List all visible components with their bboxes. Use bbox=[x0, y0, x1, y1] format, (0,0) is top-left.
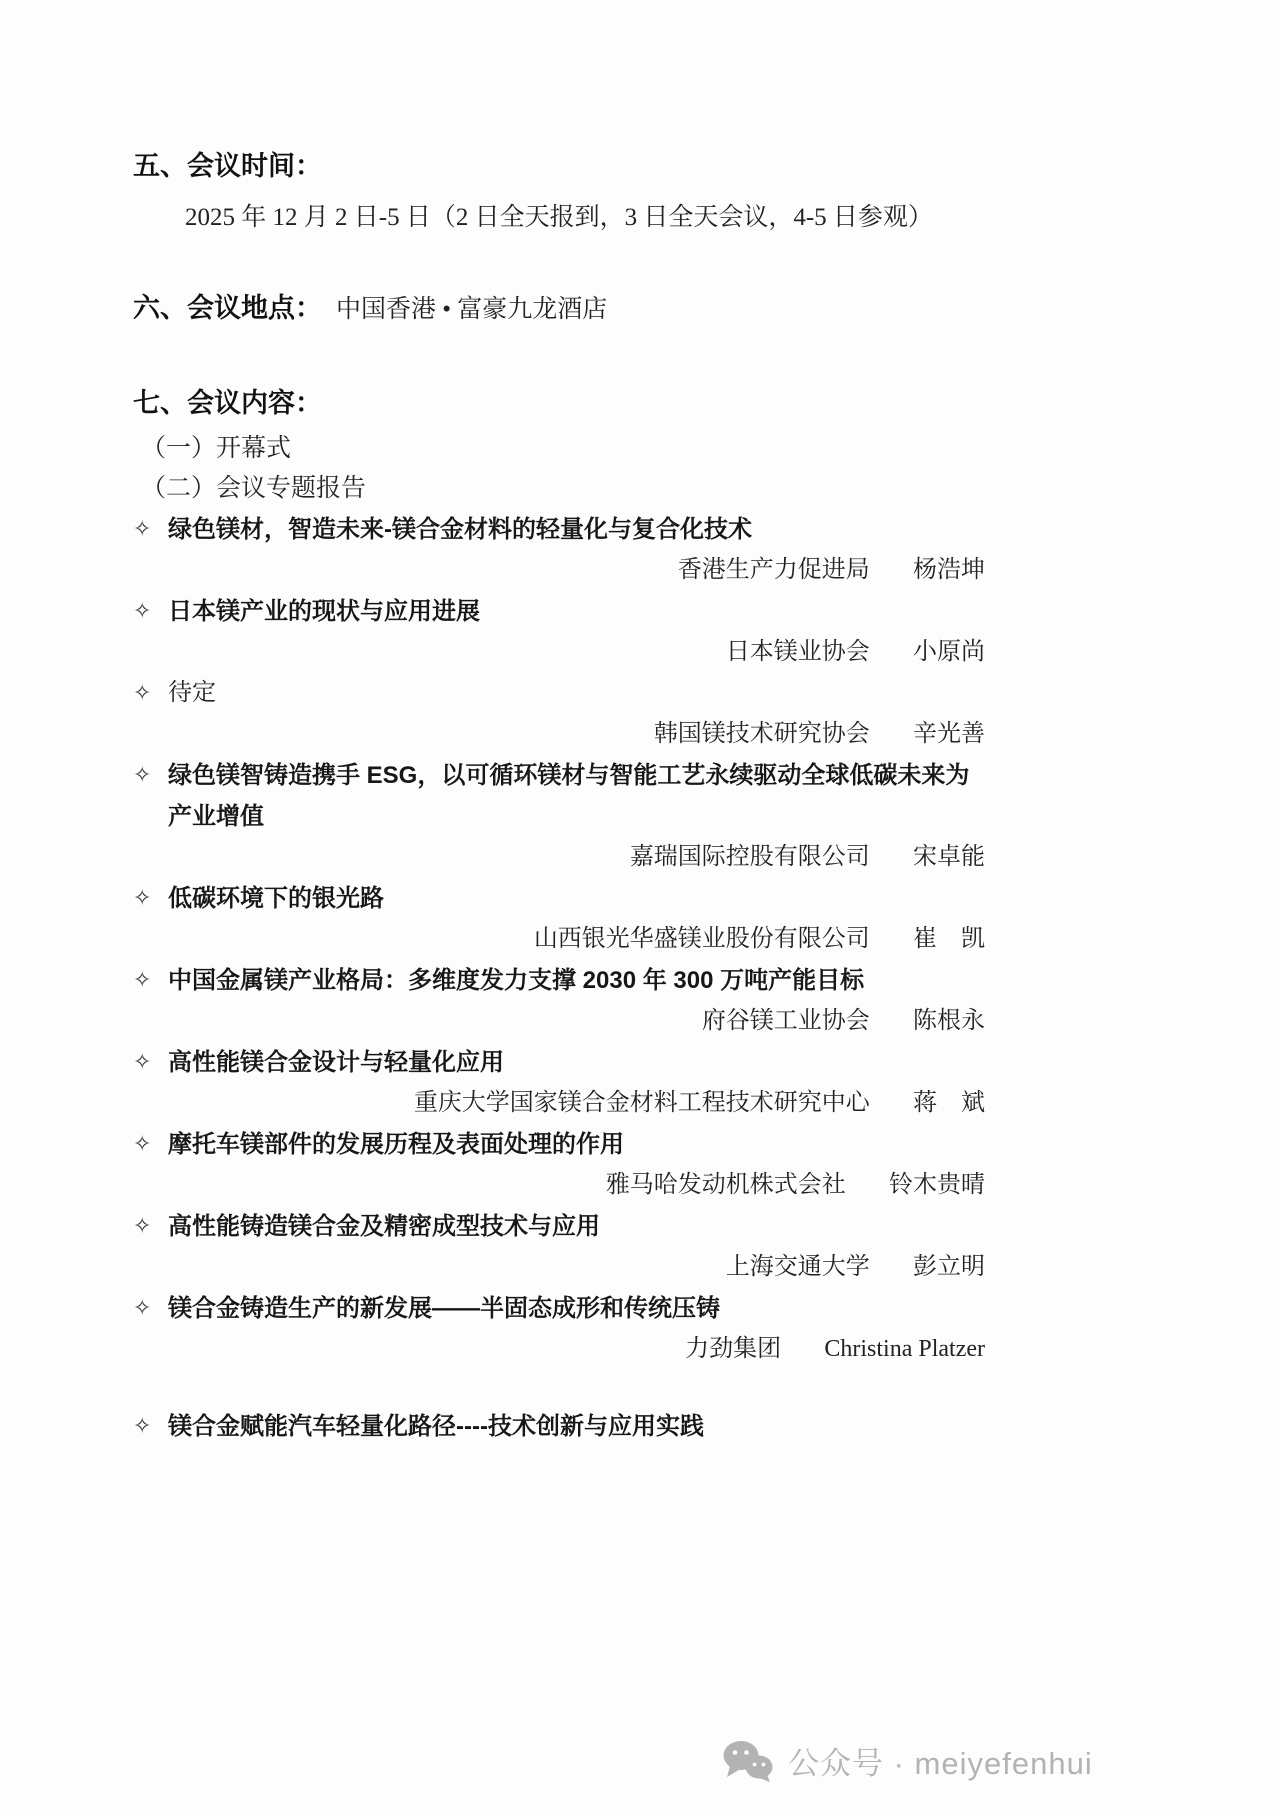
diamond-bullet-icon: ✧ bbox=[133, 1414, 152, 1439]
agenda-speaker-line bbox=[133, 1247, 985, 1288]
agenda-title-line bbox=[133, 1288, 985, 1329]
agenda-title-text: 镁合金赋能汽车轻量化路径----技术创新与应用实践 bbox=[168, 1413, 704, 1440]
agenda-speaker-line bbox=[133, 919, 985, 960]
agenda-speaker-name: Christina Platzer bbox=[824, 1336, 985, 1362]
agenda-title-text: 高性能铸造镁合金及精密成型技术与应用 bbox=[168, 1213, 600, 1240]
agenda-title-line bbox=[133, 1124, 985, 1165]
agenda-speaker-name: 杨浩坤 bbox=[913, 557, 985, 583]
agenda-speaker-line bbox=[133, 632, 985, 673]
watermark bbox=[722, 1738, 1093, 1783]
agenda-org-text: 力劲集团 bbox=[685, 1336, 782, 1362]
agenda-item bbox=[133, 1206, 985, 1288]
agenda-title-text: 绿色镁材，智造未来-镁合金材料的轻量化与复合化技术 bbox=[168, 516, 752, 543]
agenda-title-line bbox=[133, 878, 985, 919]
agenda-speaker-line bbox=[133, 1329, 985, 1370]
agenda-title-text: 高性能镁合金设计与轻量化应用 bbox=[168, 1049, 504, 1076]
section-venue bbox=[133, 290, 985, 333]
agenda-title-line bbox=[133, 960, 985, 1001]
agenda-title-line bbox=[133, 1206, 985, 1247]
agenda-item bbox=[133, 509, 985, 591]
agenda-title-line bbox=[133, 673, 985, 714]
diamond-bullet-icon: ✧ bbox=[133, 517, 152, 542]
section-content-heading: 七、会议内容： bbox=[133, 388, 322, 418]
section-content bbox=[133, 385, 985, 509]
diamond-bullet-icon: ✧ bbox=[133, 681, 152, 706]
agenda-org-text: 韩国镁技术研究协会 bbox=[653, 721, 870, 747]
diamond-bullet-icon: ✧ bbox=[133, 1132, 152, 1157]
agenda-org-text: 重庆大学国家镁合金材料工程技术研究中心 bbox=[413, 1090, 870, 1116]
diamond-bullet-icon: ✧ bbox=[133, 763, 152, 788]
agenda-title-text: 摩托车镁部件的发展历程及表面处理的作用 bbox=[168, 1131, 624, 1158]
agenda-item bbox=[133, 1124, 985, 1206]
agenda-item bbox=[133, 1288, 985, 1370]
conference-venue-text: 中国香港 • 富豪九龙酒店 bbox=[336, 296, 608, 323]
diamond-bullet-icon: ✧ bbox=[133, 968, 152, 993]
diamond-bullet-icon: ✧ bbox=[133, 1214, 152, 1239]
agenda-org-text: 嘉瑞国际控股有限公司 bbox=[629, 844, 870, 870]
agenda-speaker-name: 铃木贵晴 bbox=[889, 1172, 985, 1198]
diamond-bullet-icon: ✧ bbox=[133, 1050, 152, 1075]
agenda-speaker-name: 崔 凯 bbox=[913, 926, 985, 952]
agenda-speaker-name: 小原尚 bbox=[913, 639, 985, 665]
agenda-title-line bbox=[133, 591, 985, 632]
agenda-item bbox=[133, 878, 985, 960]
agenda-speaker-line bbox=[133, 1165, 985, 1206]
agenda-org-text: 山西银光华盛镁业股份有限公司 bbox=[533, 926, 870, 952]
agenda-item bbox=[133, 1406, 985, 1447]
agenda-item bbox=[133, 1042, 985, 1124]
agenda-title-text: 日本镁产业的现状与应用进展 bbox=[168, 598, 480, 625]
diamond-bullet-icon: ✧ bbox=[133, 1296, 152, 1321]
agenda-speaker-name: 陈根永 bbox=[913, 1008, 985, 1034]
agenda-title-line bbox=[133, 755, 985, 837]
agenda-item bbox=[133, 673, 985, 755]
agenda-speaker-name: 彭立明 bbox=[913, 1254, 985, 1280]
agenda-speaker-name: 辛光善 bbox=[913, 721, 985, 747]
agenda-org-text: 上海交通大学 bbox=[725, 1254, 870, 1280]
agenda-speaker-name: 蒋 斌 bbox=[913, 1090, 985, 1116]
agenda-title-line bbox=[133, 1406, 985, 1447]
agenda-speaker-line bbox=[133, 714, 985, 755]
agenda-org-text: 日本镁业协会 bbox=[725, 639, 870, 665]
agenda-speaker-name: 宋卓能 bbox=[913, 844, 985, 870]
diamond-bullet-icon: ✧ bbox=[133, 886, 152, 911]
section-time bbox=[133, 148, 985, 238]
watermark-label: 公众号 · meiyefenhui bbox=[788, 1746, 1093, 1781]
diamond-bullet-icon: ✧ bbox=[133, 599, 152, 624]
agenda-item bbox=[133, 755, 985, 878]
agenda-title-line bbox=[133, 1042, 985, 1083]
agenda-speaker-line bbox=[133, 550, 985, 591]
agenda-item bbox=[133, 960, 985, 1042]
section-venue-heading: 六、会议地点： bbox=[133, 293, 322, 323]
section-time-heading: 五、会议时间： bbox=[133, 151, 322, 181]
agenda-speaker-line bbox=[133, 1001, 985, 1042]
agenda-speaker-line bbox=[133, 1083, 985, 1124]
agenda-title-line bbox=[133, 509, 985, 550]
agenda-org-text: 雅马哈发动机株式会社 bbox=[605, 1172, 846, 1198]
content-sub-item-reports: （二）会议专题报告 bbox=[141, 475, 367, 502]
agenda-title-text: 绿色镁智铸造携手 ESG，以可循环镁材与智能工艺永续驱动全球低碳未来为产业增值 bbox=[168, 762, 970, 830]
conference-date-text: 2025 年 12 月 2 日-5 日（2 日全天报到，3 日全天会议，4-5 日参观） bbox=[185, 204, 933, 231]
agenda-speaker-line bbox=[133, 837, 985, 878]
agenda-title-text: 低碳环境下的银光路 bbox=[168, 885, 384, 912]
content-sub-item-opening: （一）开幕式 bbox=[141, 435, 292, 462]
agenda-org-text: 府谷镁工业协会 bbox=[701, 1008, 870, 1034]
agenda-title-text: 中国金属镁产业格局：多维度发力支撑 2030 年 300 万吨产能目标 bbox=[168, 967, 865, 994]
agenda-org-text: 香港生产力促进局 bbox=[677, 557, 870, 583]
agenda-item bbox=[133, 591, 985, 673]
agenda-title-text: 镁合金铸造生产的新发展——半固态成形和传统压铸 bbox=[168, 1295, 720, 1322]
wechat-icon bbox=[722, 1740, 774, 1782]
agenda-title-text: 待定 bbox=[168, 680, 216, 706]
agenda-list bbox=[133, 509, 985, 1447]
